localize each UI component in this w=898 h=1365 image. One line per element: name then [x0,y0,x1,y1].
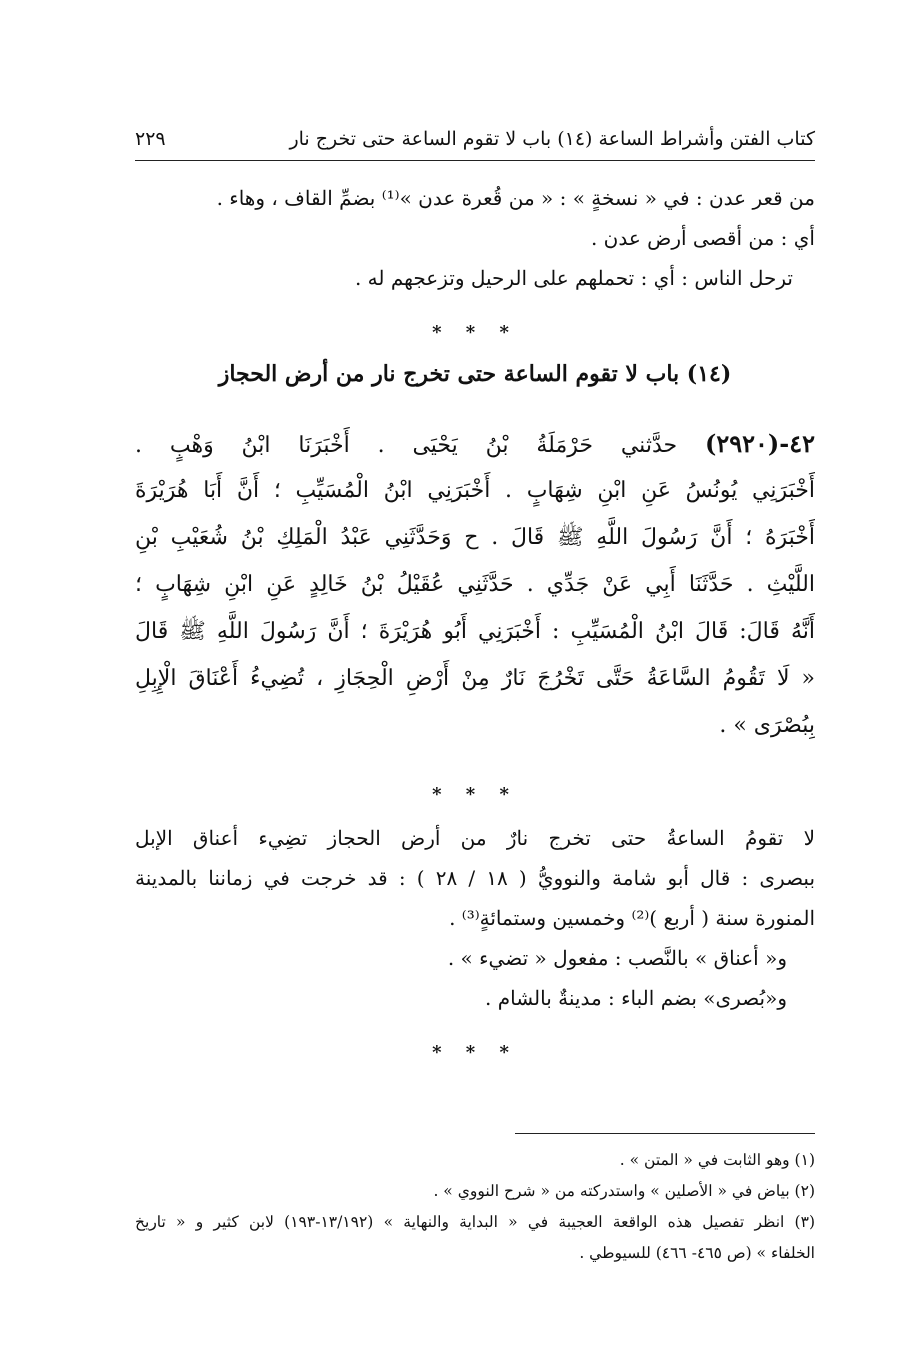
header-title: كتاب الفتن وأشراط الساعة (١٤) باب لا تقوم الساعة حتى تخرج نار [289,128,815,150]
footnote: (٣) انظر تفصيل هذه الواقعة العجيبة في « البداية والنهاية » (١٣/١٩٢-١٩٣) لابن كثير و « تاريخ [135,1213,815,1231]
commentary [135,818,815,1018]
hadith-line: « لَا تَقُومُ السَّاعَةُ حَتَّى تَخْرُجَ نَارٌ مِنْ أَرْضِ الْحِجَازِ ، تُضِيءُ أَعْنَاقَ الْإِبِلِ [135,666,815,691]
note-line: من قعر عدن : في « نسخةٍ » : « من قُعرة عدن »⁽¹⁾ بضمِّ القاف ، وهاء . [216,186,815,210]
hadith-number: ٤٢-(٢٩٢٠) [704,429,815,458]
hadith-line: حدَّثني حَرْمَلَةُ بْنُ يَحْيَى . أَخْبَرَنَا ابْنُ وَهْبٍ . [135,433,678,458]
hadith-line: اللَّيْثِ . حَدَّثَنَا أَبِي عَنْ جَدِّي . حَدَّثَنِي عُقَيْلُ بْنُ خَالِدٍ عَنِ ابْنِ شِهَابٍ ؛ [135,572,815,597]
commentary-line: و« أعناق » بالنَّصب : مفعول « تضيء » . [447,946,787,970]
separator-stars: * * * [432,784,518,805]
note-line: ترحل الناس : أي : تحملهم على الرحيل وتزعجهم له . [354,266,793,290]
footnote: الخلفاء » (ص ٤٦٥- ٤٦٦) للسيوطي . [579,1244,815,1262]
footnotes [135,1145,815,1269]
hadith-line: أَخْبَرَهُ ؛ أَنَّ رَسُولَ اللَّهِ ﷺ قَالَ . ح وَحَدَّثَنِي عَبْدُ الْمَلِكِ بْنُ شُعَيْبِ بْنِ [135,525,815,550]
hadith-first-line [135,420,815,467]
header-rule [135,160,815,161]
hadith-text [135,420,815,749]
hadith-line: بِبُصْرَى » . [719,713,815,738]
footnote: (٢) بياض في « الأصلين » واستدركته من « شرح النووي » . [433,1182,815,1200]
hadith-line: أَنَّهُ قَالَ: قَالَ ابْنُ الْمُسَيِّبِ : أَخْبَرَنِي أَبُو هُرَيْرَةَ ؛ أَنَّ رَسُولَ اللَّهِ ﷺ قَالَ [135,619,815,644]
commentary-line: لا تقومُ الساعةُ حتى تخرج نارٌ من أرض الحجاز تضِيء أعناق الإبل [135,826,815,850]
commentary-line: ببصرى : قال أبو شامة والنوويُّ ( ١٨ / ٢٨ ) : قد خرجت في زماننا بالمدينة [135,866,815,890]
note-line: أي : من أقصى أرض عدن . [590,226,815,250]
hadith-line: أَخْبَرَنِي يُونُسُ عَنِ ابْنِ شِهَابٍ . أَخْبَرَنِي ابْنُ الْمُسَيِّبِ ؛ أَنَّ أَبَا هُرَيْرَةَ [135,478,815,503]
commentary-line: و«بُصرى» بضم الباء : مدينةٌ بالشام . [485,986,787,1010]
commentary-line: المنورة سنة ( أربع )⁽²⁾ وخمسين وستمائةٍ⁽³⁾ . [449,906,815,930]
page-number: ٢٢٩ [135,128,166,150]
footnote: (١) وهو الثابت في « المتن » . [619,1151,815,1169]
separator-stars: * * * [432,1042,518,1063]
footnote-rule [515,1133,815,1134]
chapter-title: (١٤) باب لا تقوم الساعة حتى تخرج نار من أرض الحجاز [218,361,732,387]
running-header [135,122,815,156]
top-notes [135,178,815,298]
separator-stars: * * * [432,322,518,343]
